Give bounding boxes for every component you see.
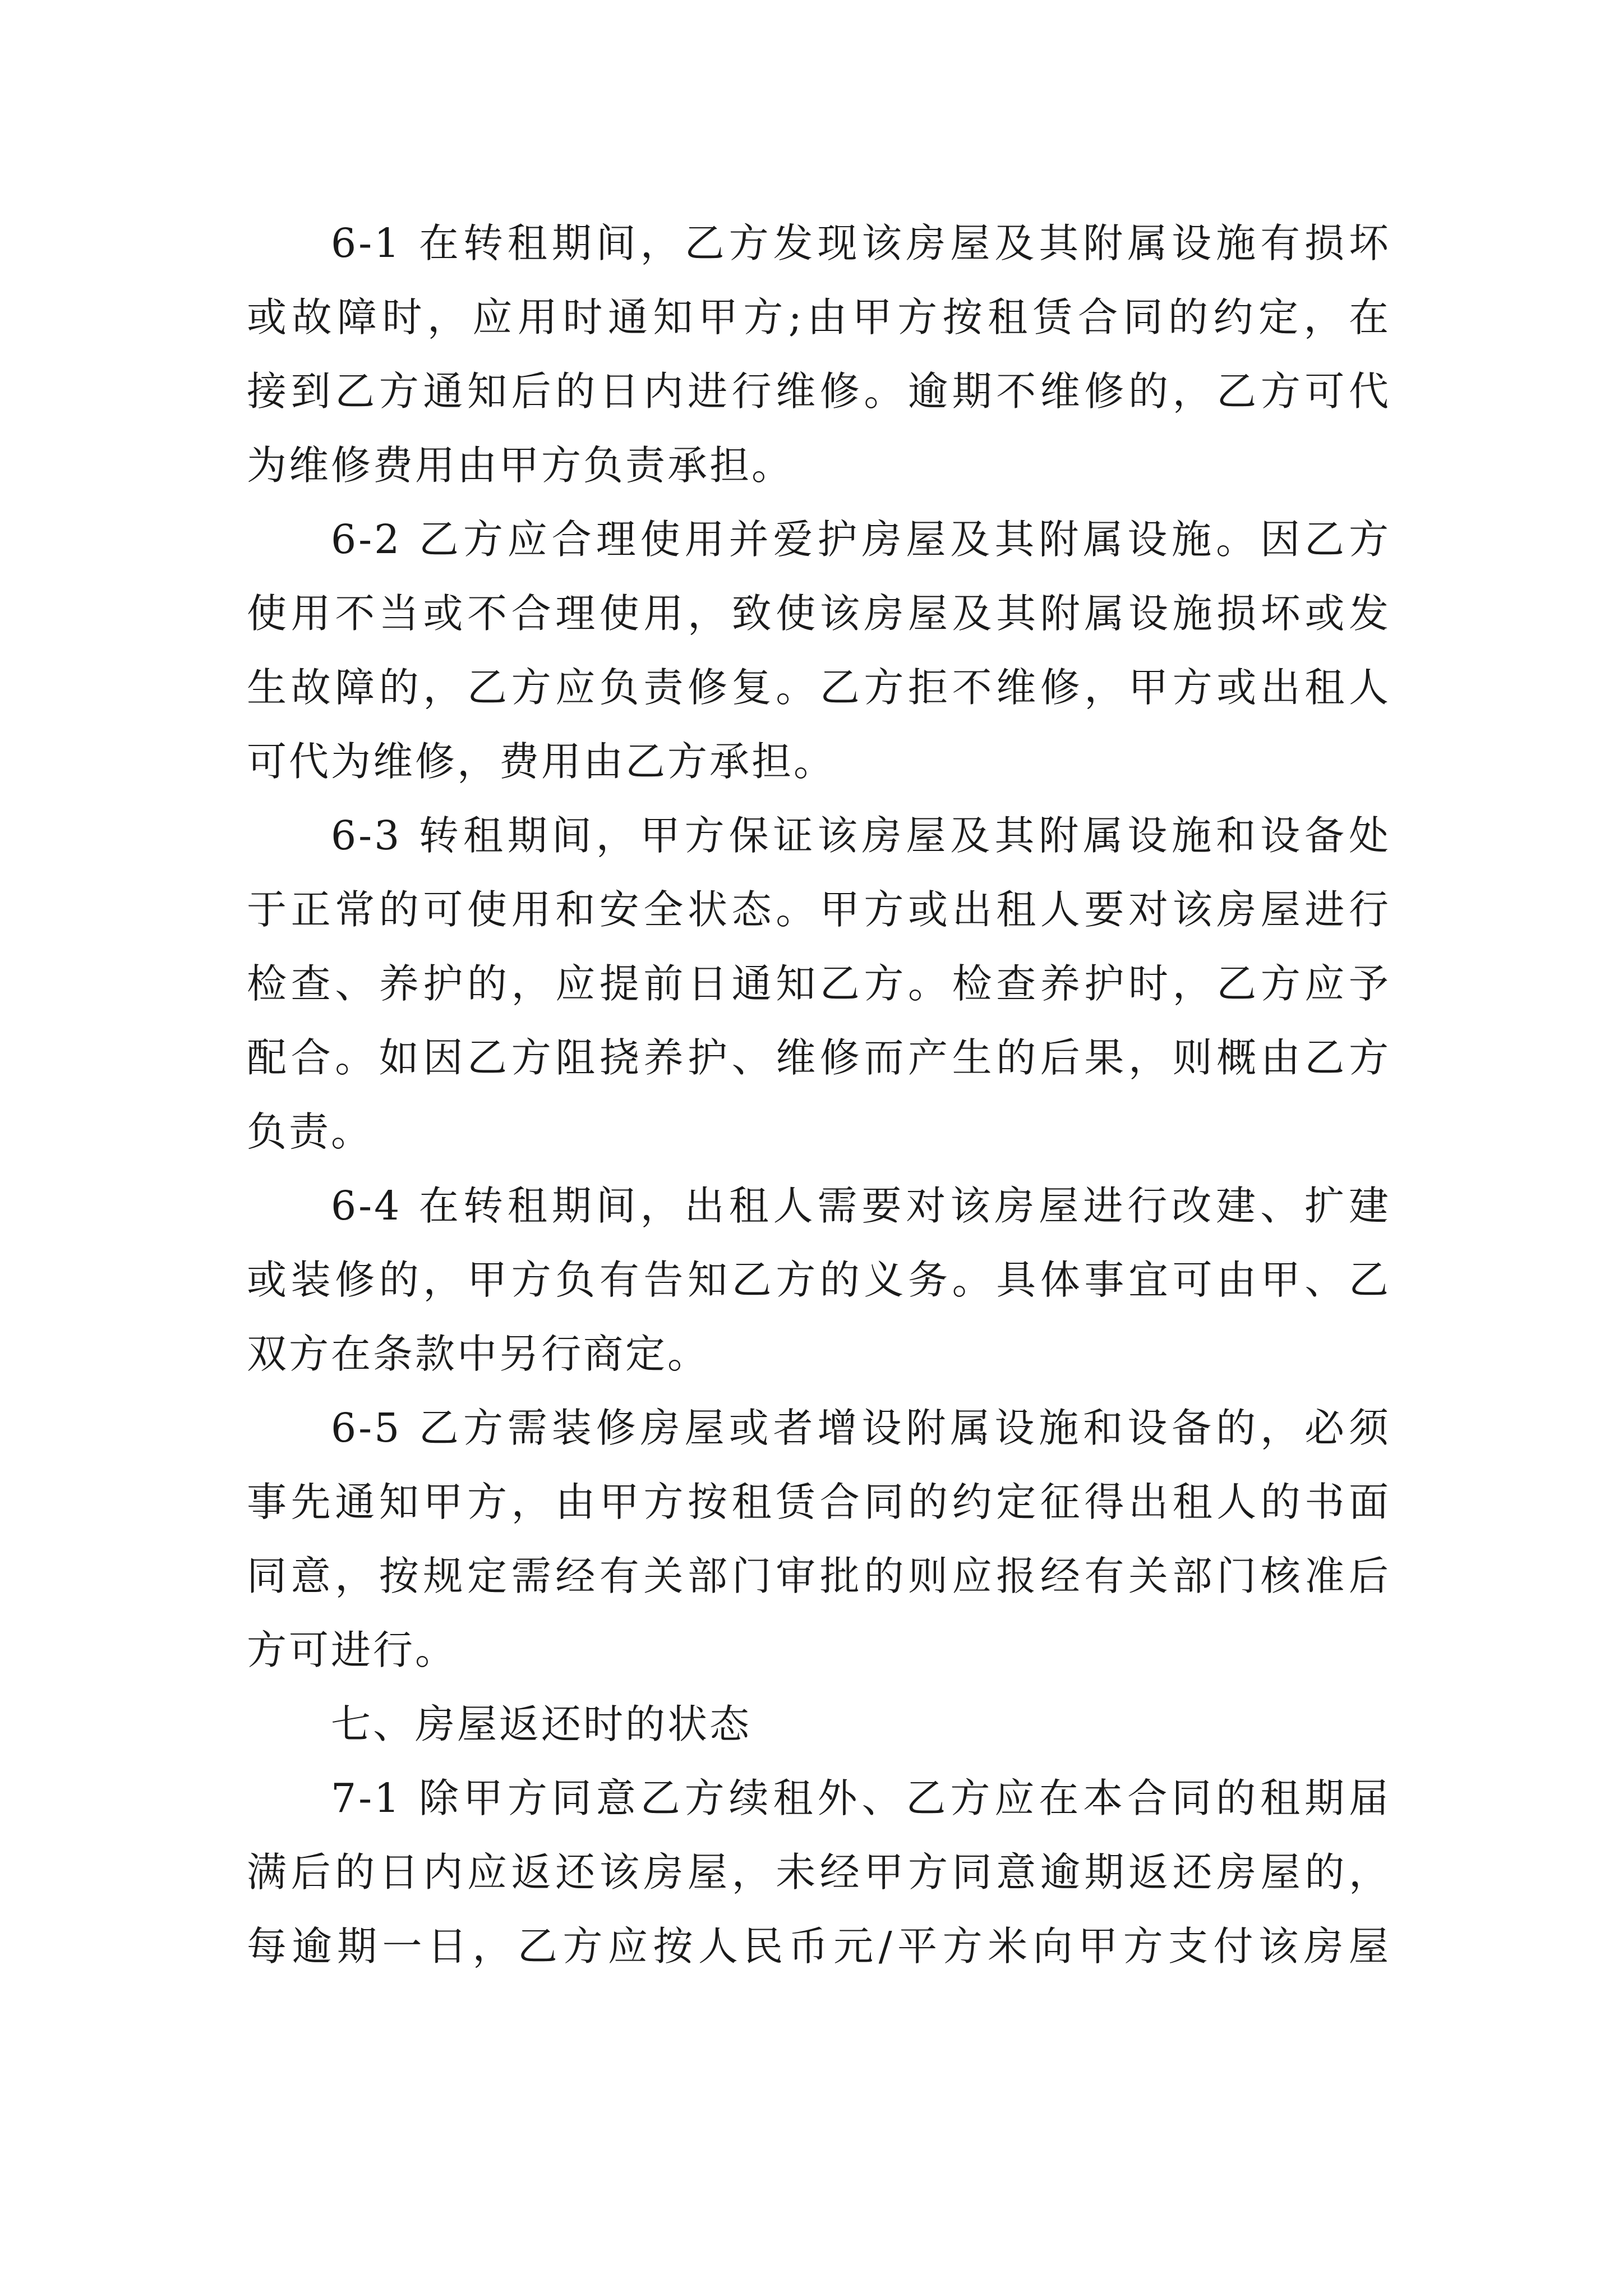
paragraph-6-3-line: 于正常的可使用和安全状态。甲方或出租人要对该房屋进行 <box>247 886 1391 933</box>
paragraph-6-2-line: 使用不当或不合理使用，致使该房屋及其附属设施损坏或发 <box>247 590 1391 637</box>
paragraph-6-2-line: 6-2 乙方应合理使用并爱护房屋及其附属设施。因乙方 <box>331 516 1391 563</box>
paragraph-6-5-line: 事先通知甲方，由甲方按租赁合同的约定征得出租人的书面 <box>247 1479 1391 1525</box>
paragraph-6-1-line: 接到乙方通知后的日内进行维修。逾期不维修的，乙方可代 <box>247 368 1391 415</box>
paragraph-6-3-line: 负责。 <box>247 1108 374 1155</box>
section-heading-7: 七、房屋返还时的状态 <box>331 1701 752 1747</box>
paragraph-6-3-line: 6-3 转租期间，甲方保证该房屋及其附属设施和设备处 <box>331 812 1391 859</box>
paragraph-6-1-line: 或故障时，应用时通知甲方;由甲方按租赁合同的约定，在 <box>247 294 1391 341</box>
paragraph-6-5-line: 同意，按规定需经有关部门审批的则应报经有关部门核准后 <box>247 1553 1391 1599</box>
paragraph-7-1-line: 每逾期一日，乙方应按人民币元/平方米向甲方支付该房屋 <box>247 1923 1391 1970</box>
paragraph-6-4-line: 6-4 在转租期间，出租人需要对该房屋进行改建、扩建 <box>331 1182 1391 1229</box>
paragraph-6-2-line: 可代为维修，费用由乙方承担。 <box>247 738 836 785</box>
paragraph-6-5-line: 6-5 乙方需装修房屋或者增设附属设施和设备的，必须 <box>331 1405 1391 1451</box>
paragraph-6-2-line: 生故障的，乙方应负责修复。乙方拒不维修，甲方或出租人 <box>247 664 1391 711</box>
paragraph-7-1-line: 满后的日内应返还该房屋，未经甲方同意逾期返还房屋的， <box>247 1849 1391 1895</box>
document-body <box>247 206 1391 1984</box>
paragraph-6-5-line: 方可进行。 <box>247 1627 458 1673</box>
paragraph-6-3-line: 配合。如因乙方阻挠养护、维修而产生的后果，则概由乙方 <box>247 1034 1391 1081</box>
paragraph-6-4-line: 或装修的，甲方负有告知乙方的义务。具体事宜可由甲、乙 <box>247 1257 1391 1303</box>
paragraph-6-4-line: 双方在条款中另行商定。 <box>247 1331 710 1377</box>
paragraph-6-1-line: 6-1 在转租期间，乙方发现该房屋及其附属设施有损坏 <box>331 220 1391 266</box>
paragraph-6-3-line: 检查、养护的，应提前日通知乙方。检查养护时，乙方应予 <box>247 960 1391 1007</box>
paragraph-6-1-line: 为维修费用由甲方负责承担。 <box>247 442 794 489</box>
paragraph-7-1-line: 7-1 除甲方同意乙方续租外、乙方应在本合同的租期届 <box>331 1775 1391 1821</box>
